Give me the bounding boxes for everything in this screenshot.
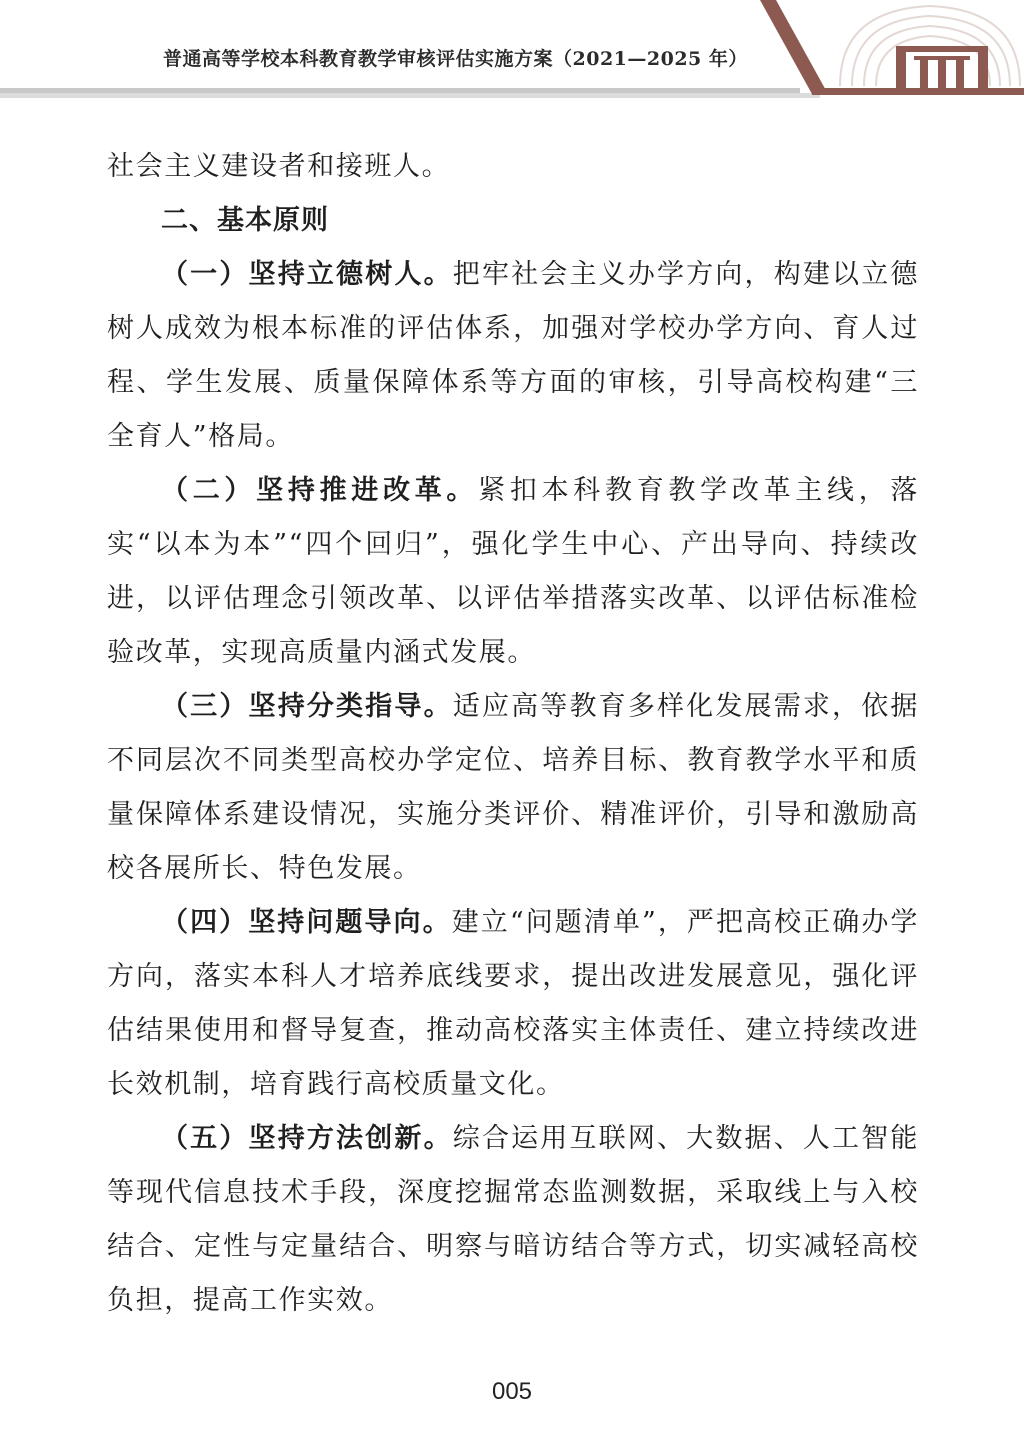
principle-4-text: 建立“问题清单”，严把高校正确办学方向，落实本科人才培养底线要求，提出改进发展意见，强化评估结果使用和督导复查，推动高校落实主体责任、建立持续改进长效机制，培育践行高校质量文化。 xyxy=(107,907,919,1100)
principle-5 xyxy=(107,1112,919,1328)
document-body xyxy=(107,140,919,1328)
principle-5-text: 综合运用互联网、大数据、人工智能等现代信息技术手段，深度挖掘常态监测数据，采取线上与入校结合、定性与定量结合、明察与暗访结合等方式，切实减轻高校负担，提高工作实效。 xyxy=(107,1123,919,1316)
principle-5-title: （五）坚持方法创新。 xyxy=(161,1123,453,1154)
page-number: 005 xyxy=(491,1378,533,1405)
principle-4-title: （四）坚持问题导向。 xyxy=(161,907,452,938)
paragraph-continuation: 社会主义建设者和接班人。 xyxy=(107,151,451,182)
principle-2-text: 紧扣本科教育教学改革主线，落实“以本为本”“四个回归”，强化学生中心、产出导向、持续改进，以评估理念引领改革、以评估举措落实改革、以评估标准检验改革，实现高质量内涵式发展。 xyxy=(107,475,920,668)
principle-1-title: （一）坚持立德树人。 xyxy=(161,259,453,290)
principle-3-title: （三）坚持分类指导。 xyxy=(161,691,453,722)
page-header xyxy=(0,0,1024,100)
building-icon xyxy=(896,46,988,88)
principle-3-text: 适应高等教育多样化发展需求，依据不同层次不同类型高校办学定位、培养目标、教育教学水平和质量保障体系建设情况，实施分类评价、精准评价，引导和激励高校各展所长、特色发展。 xyxy=(107,691,919,884)
principle-1-text: 把牢社会主义办学方向，构建以立德树人成效为根本标准的评估体系，加强对学校办学方向、育人过程、学生发展、质量保障体系等方面的审核，引导高校构建“三全育人”格局。 xyxy=(107,259,919,452)
section-heading: 二、基本原则 xyxy=(161,205,329,236)
principle-3 xyxy=(107,680,919,896)
document-title: 普通高等学校本科教育教学审核评估实施方案（2021—2025 年） xyxy=(163,48,748,70)
principle-4 xyxy=(107,896,919,1112)
principle-2-title: （二）坚持推进改革。 xyxy=(161,475,479,506)
principle-1 xyxy=(107,248,919,464)
principle-2 xyxy=(107,464,919,680)
